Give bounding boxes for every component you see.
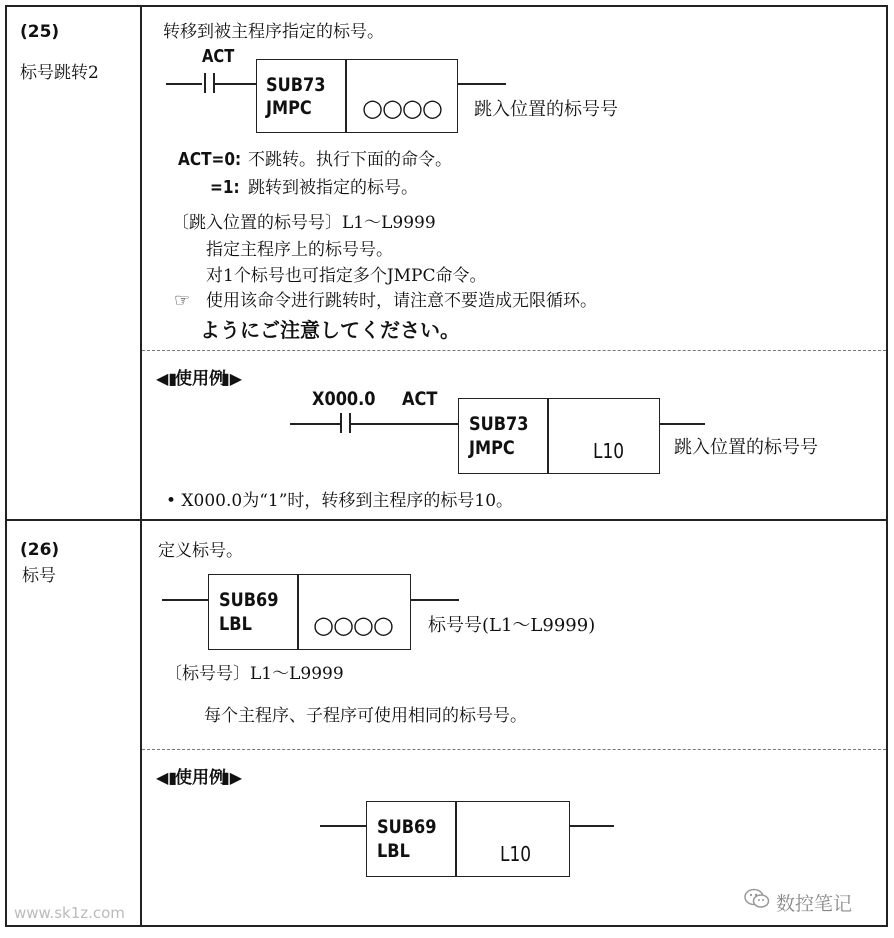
example-contact-to-box-wire <box>351 423 458 425</box>
example-left-wire <box>320 825 366 827</box>
example-instruction-code: SUB73 <box>469 413 529 435</box>
act0-text: 不跳转。执行下面的命令。 <box>248 150 452 170</box>
note-1: 指定主程序上的标号号。 <box>206 240 393 260</box>
table-border-bottom <box>5 925 888 927</box>
example-title: 使用例 <box>175 369 226 389</box>
row-divider <box>5 519 888 521</box>
act0-key: ACT=0: <box>178 149 242 170</box>
example-parameter: L10 <box>593 439 625 463</box>
example-box-divider <box>547 398 549 474</box>
act1-text: 跳转到被指定的标号。 <box>248 178 418 198</box>
column-divider <box>140 5 142 927</box>
act-label: ACT <box>202 46 235 67</box>
act1-key: =1: <box>210 177 240 198</box>
table-border-left <box>5 5 7 927</box>
section-description: 定义标号。 <box>158 541 243 561</box>
rung-left-wire <box>166 83 202 85</box>
section-description: 转移到被主程序指定的标号。 <box>163 22 384 42</box>
table-border-right <box>886 5 888 927</box>
note-2: 对1个标号也可指定多个JMPC命令。 <box>206 266 487 286</box>
example-marker-right-icon: ▮▶ <box>221 768 243 787</box>
example-parameter-label: 跳入位置的标号号 <box>674 437 818 458</box>
parameter-label: 标号号(L1～L9999) <box>428 615 596 636</box>
example-title: 使用例 <box>175 768 226 788</box>
section-number: (25) <box>20 22 60 42</box>
site-watermark: www.sk1z.com <box>14 904 125 922</box>
example-instruction-box <box>458 398 660 474</box>
example-right-wire <box>660 423 705 425</box>
warning-text-jp: ようにご注意してください。 <box>200 318 460 342</box>
usage-note: 每个主程序、子程序可使用相同的标号号。 <box>204 706 527 726</box>
rung-right-wire <box>411 599 459 601</box>
range-note: 〔跳入位置的标号号〕L1～L9999 <box>172 213 436 233</box>
example-instruction-mnemonic: LBL <box>377 840 410 862</box>
box-divider <box>297 574 299 650</box>
section-name: 标号跳转2 <box>20 63 99 83</box>
section-name: 标号 <box>22 566 56 586</box>
parameter-placeholder: ○○○○ <box>313 611 393 639</box>
example-contact-address: X000.0 <box>312 388 376 410</box>
example-note: • X000.0为“1”时，转移到主程序的标号10。 <box>166 491 514 511</box>
example-marker-left-icon: ◀▮ <box>156 369 178 388</box>
instruction-mnemonic: LBL <box>219 613 252 635</box>
warning-text: 使用该命令进行跳转时，请注意不要造成无限循环。 <box>206 291 597 311</box>
example-contact-bar-left <box>340 413 342 433</box>
example-instruction-mnemonic: JMPC <box>469 437 515 459</box>
range-note: 〔标号号〕L1～L9999 <box>165 664 344 684</box>
box-divider <box>345 59 347 133</box>
example-left-wire <box>290 423 340 425</box>
instruction-mnemonic: JMPC <box>266 97 312 119</box>
parameter-placeholder: ○○○○ <box>362 94 442 122</box>
wechat-icon <box>744 888 770 910</box>
brand-name: 数控笔记 <box>776 893 853 915</box>
section-26-separator <box>142 749 886 750</box>
example-instruction-code: SUB69 <box>377 816 437 838</box>
instruction-code: SUB69 <box>219 589 279 611</box>
instruction-code: SUB73 <box>266 74 326 96</box>
example-instruction-box <box>366 801 570 877</box>
pointing-hand-icon: ☞ <box>174 290 191 311</box>
example-parameter: L10 <box>500 842 532 866</box>
section-25-separator <box>142 350 886 351</box>
rung-left-wire <box>162 599 208 601</box>
section-number: (26) <box>20 540 60 560</box>
contact-to-box-wire <box>215 83 256 85</box>
table-border-top <box>5 5 888 7</box>
example-marker-right-icon: ▮▶ <box>221 369 243 388</box>
parameter-label: 跳入位置的标号号 <box>474 99 618 120</box>
example-right-wire <box>570 825 614 827</box>
example-act-label: ACT <box>402 388 438 410</box>
rung-right-wire <box>458 83 506 85</box>
example-marker-left-icon: ◀▮ <box>156 768 178 787</box>
contact-bar-left <box>204 73 206 93</box>
example-box-divider <box>455 801 457 877</box>
